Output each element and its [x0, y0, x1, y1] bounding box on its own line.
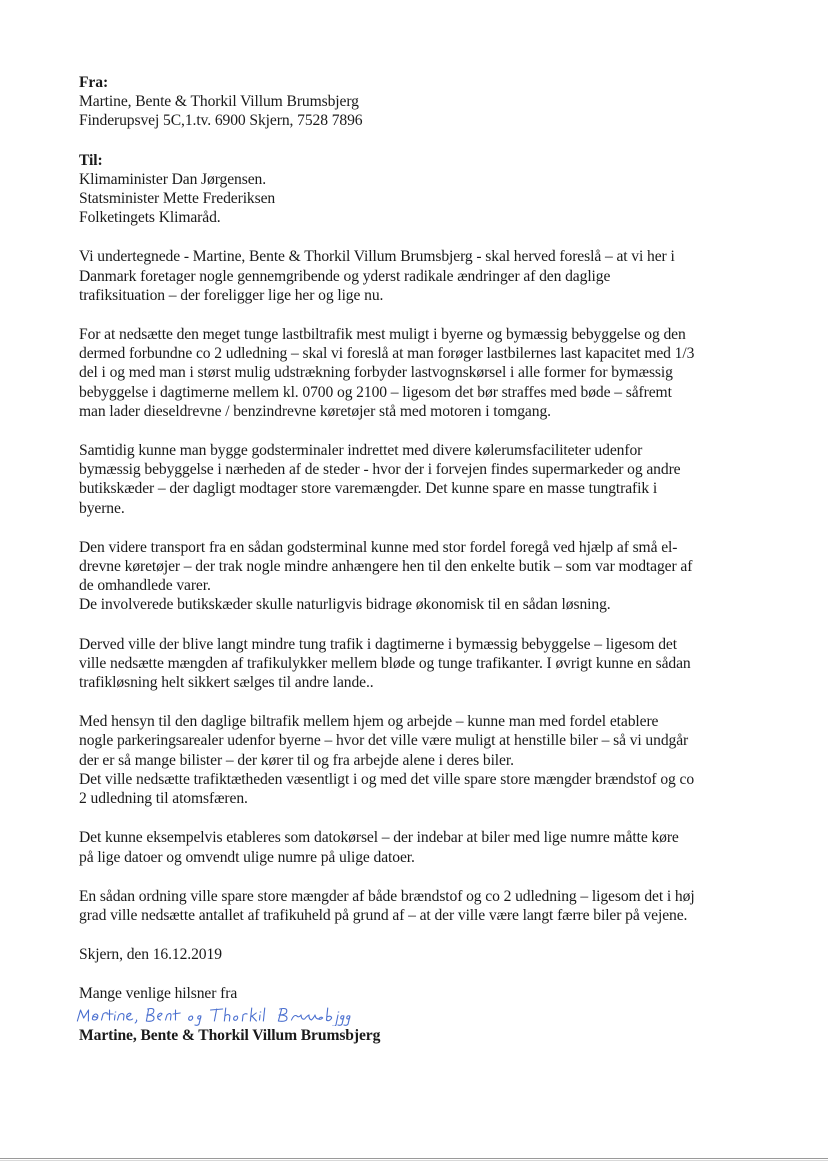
paragraph-line: del i og med man i størst mulig udstrækning forbyder lastvognskørsel i alle former for bymæssig	[79, 364, 673, 382]
signature-scribble	[75, 1004, 417, 1026]
closing-greeting: Mange venlige hilsner fra	[79, 985, 238, 1003]
sender-name: Martine, Bente & Thorkil Villum Brumsbjerg	[79, 93, 359, 111]
paragraph-line: ville nedsætte mængden af trafikulykker mellem bløde og tunge trafikanter. I øvrigt kunne en sådan	[79, 654, 691, 672]
recipient-line: Klimaminister Dan Jørgensen.	[79, 170, 267, 188]
paragraph-line: Det kunne eksempelvis etableres som datokørsel – der indebar at biler med lige numre måtte køre	[79, 829, 679, 847]
paragraph-line: For at nedsætte den meget tunge lastbiltrafik mest muligt i byerne og bymæssig bebyggelse og den	[79, 326, 686, 344]
paragraph-line: dermed forbundne co 2 udledning – skal vi foreslå at man forøger lastbilernes last kapacitet med 1/3	[79, 345, 695, 363]
page-bottom-edge	[0, 1158, 828, 1159]
paragraph-electric-transport	[79, 538, 769, 615]
sender-heading: Fra:	[79, 74, 109, 91]
handwritten-signature	[78, 1004, 770, 1026]
paragraph-line: Vi undertegnede - Martine, Bente & Thorkil Villum Brumsbjerg - skal herved foreslå – at vi her i	[79, 248, 675, 266]
recipient-line: Statsminister Mette Frederiksen	[79, 190, 276, 208]
sender-address: Finderupsvej 5C,1.tv. 6900 Skjern, 7528 7896	[79, 112, 363, 130]
paragraph-line: Derved ville der blive langt mindre tung trafik i dagtimerne i bymæssig bebyggelse – ligesom det	[79, 635, 677, 653]
recipient-heading: Til:	[79, 151, 103, 169]
sender-block	[79, 73, 769, 131]
recipient-line: Folketingets Klimaråd.	[79, 209, 221, 227]
paragraph-truck-traffic	[79, 325, 769, 421]
page-bottom-shadow	[0, 1160, 828, 1161]
paragraph-line: butikskæder – der dagligt modtager store varemængder. Det kunne spare en masse tungtrafik i	[79, 480, 658, 498]
paragraph-line: Den videre transport fra en sådan godsterminal kunne med stor fordel foregå ved hjælp af små el-	[79, 538, 678, 556]
closing-block	[79, 984, 769, 1044]
printed-signature-name: Martine, Bente & Thorkil Villum Brumsbjerg	[79, 1026, 381, 1044]
paragraph-line: de omhandlede varer.	[79, 577, 211, 595]
paragraph-line: der er så mange bilister – der kører til og fra arbejde alene i deres biler.	[79, 751, 514, 769]
letter-body	[79, 73, 769, 1045]
place-date: Skjern, den 16.12.2019	[79, 946, 222, 964]
paragraph-line: bebyggelse i dagtimerne mellem kl. 0700 og 2100 – ligesom det bør straffes med bøde – såfremt	[79, 383, 672, 401]
paragraph-line: grad ville nedsætte antallet af trafikuheld på grund af – at der ville være langt færre biler på vejene.	[79, 906, 688, 924]
paragraph-line: Samtidig kunne man bygge godsterminaler indrettet med divere kølerumsfaciliteter udenfor	[79, 442, 643, 460]
paragraph-line: drevne køretøjer – der trak nogle mindre anhængere hen til den enkelte butik – som var modtager af	[79, 558, 693, 576]
paragraph-line: trafikløsning helt sikkert sælges til andre lande..	[79, 674, 374, 692]
paragraph-line: Det ville nedsætte trafiktætheden væsentligt i og med det ville spare store mængder brændstof og co	[79, 770, 695, 788]
paragraph-line: byerne.	[79, 499, 125, 517]
paragraph-savings-summary	[79, 887, 769, 925]
paragraph-fewer-accidents	[79, 635, 769, 693]
paragraph-line: Danmark foretager nogle gennemgribende og yderst radikale ændringer af den daglige	[79, 267, 611, 285]
paragraph-line: nogle parkeringsarealer udenfor byerne – hvor det ville være muligt at henstille biler – så vi undgår	[79, 732, 689, 750]
recipient-block	[79, 151, 769, 228]
paragraph-goods-terminals	[79, 441, 769, 518]
paragraph-date-driving	[79, 828, 769, 866]
paragraph-line: man lader dieseldrevne / benzindrevne køretøjer stå med motoren i tomgang.	[79, 402, 551, 420]
paragraph-proposal-intro	[79, 247, 769, 305]
paragraph-line: bymæssig bebyggelse i nærheden af de steder - hvor der i forvejen findes supermarkeder og andre	[79, 461, 681, 479]
paragraph-line: trafiksituation – der foreligger lige her og lige nu.	[79, 286, 384, 304]
paragraph-commuter-parking	[79, 712, 769, 808]
paragraph-line: 2 udledning til atomsfæren.	[79, 790, 248, 808]
paragraph-line: på lige datoer og omvendt ulige numre på ulige datoer.	[79, 848, 415, 866]
paragraph-line: En sådan ordning ville spare store mængder af både brændstof og co 2 udledning – ligesom det i høj	[79, 887, 695, 905]
paragraph-line: Med hensyn til den daglige biltrafik mellem hjem og arbejde – kunne man med fordel etablere	[79, 713, 659, 731]
paragraph-line: De involverede butikskæder skulle naturligvis bidrage økonomisk til en sådan løsning.	[79, 596, 611, 614]
